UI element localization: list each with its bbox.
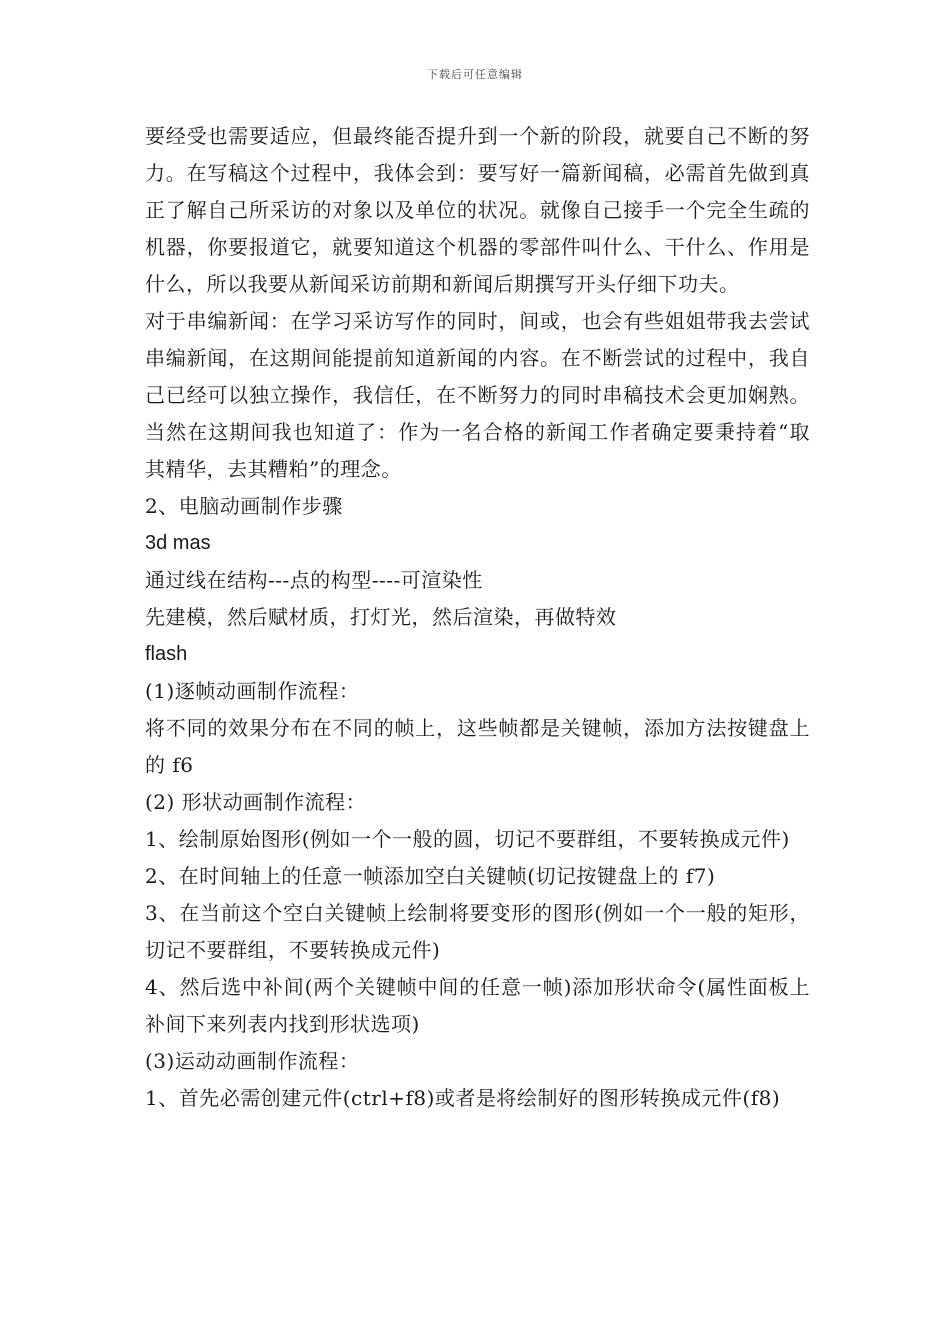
paragraph-news-editing: 对于串编新闻：在学习采访写作的同时，间或，也会有些姐姐带我去尝试串编新闻，在这期间能提前知道新闻的内容。在不断尝试的过程中，我自己已经可以独立操作，我信任，在不断努力的同时串稿技术会更加娴熟。当然在这期间我也知道了：作为一名合格的新闻工作者确定要秉持着“取其精华，去其糟粕”的理念。 <box>145 309 810 481</box>
heading-motion-tween: (3)运动动画制作流程： <box>145 1049 360 1073</box>
document-body <box>145 118 810 1117</box>
list-item-motion-step-1: 1、首先必需创建元件(ctrl+f8)或者是将绘制好的图形转换成元件(f8) <box>145 1086 781 1110</box>
heading-frame-by-frame: (1)逐帧动画制作流程： <box>145 679 360 703</box>
page-header: 下载后可任意编辑 <box>427 68 523 81</box>
list-item-shape-step-1: 1、绘制原始图形(例如一个一般的圆，切记不要群组，不要转换成元件) <box>145 827 790 851</box>
subheading-3dmax: 3d mas <box>145 532 211 554</box>
paragraph-structure: 通过线在结构---点的构型----可渲染性 <box>145 568 483 592</box>
list-item-shape-step-3: 3、在当前这个空白关键帧上绘制将要变形的图形(例如一个一般的矩形，切记不要群组，不要转换成元件) <box>145 901 810 962</box>
list-item-shape-step-4: 4、然后选中补间(两个关键帧中间的任意一帧)添加形状命令(属性面板上补间下来列表内找到形状选项) <box>145 975 810 1036</box>
list-item-shape-step-2: 2、在时间轴上的任意一帧添加空白关键帧(切记按键盘上的 f7) <box>145 864 716 888</box>
section-heading-animation-steps: 2、电脑动画制作步骤 <box>145 494 343 518</box>
paragraph-3d-workflow: 先建模，然后赋材质，打灯光，然后渲染，再做特效 <box>145 605 617 629</box>
subheading-flash: flash <box>145 643 188 665</box>
heading-shape-tween: (2) 形状动画制作流程： <box>145 790 367 814</box>
paragraph-study-reflection: 要经受也需要适应，但最终能否提升到一个新的阶段，就要自己不断的努力。在写稿这个过程中，我体会到：要写好一篇新闻稿，必需首先做到真正了解自己所采访的对象以及单位的状况。就像自己接手一个完全生疏的机器，你要报道它，就要知道这个机器的零部件叫什么、干什么、作用是什么，所以我要从新闻采访前期和新闻后期撰写开头仔细下功夫。 <box>145 124 810 296</box>
paragraph-keyframes: 将不同的效果分布在不同的帧上，这些帧都是关键帧，添加方法按键盘上的 f6 <box>145 716 810 777</box>
